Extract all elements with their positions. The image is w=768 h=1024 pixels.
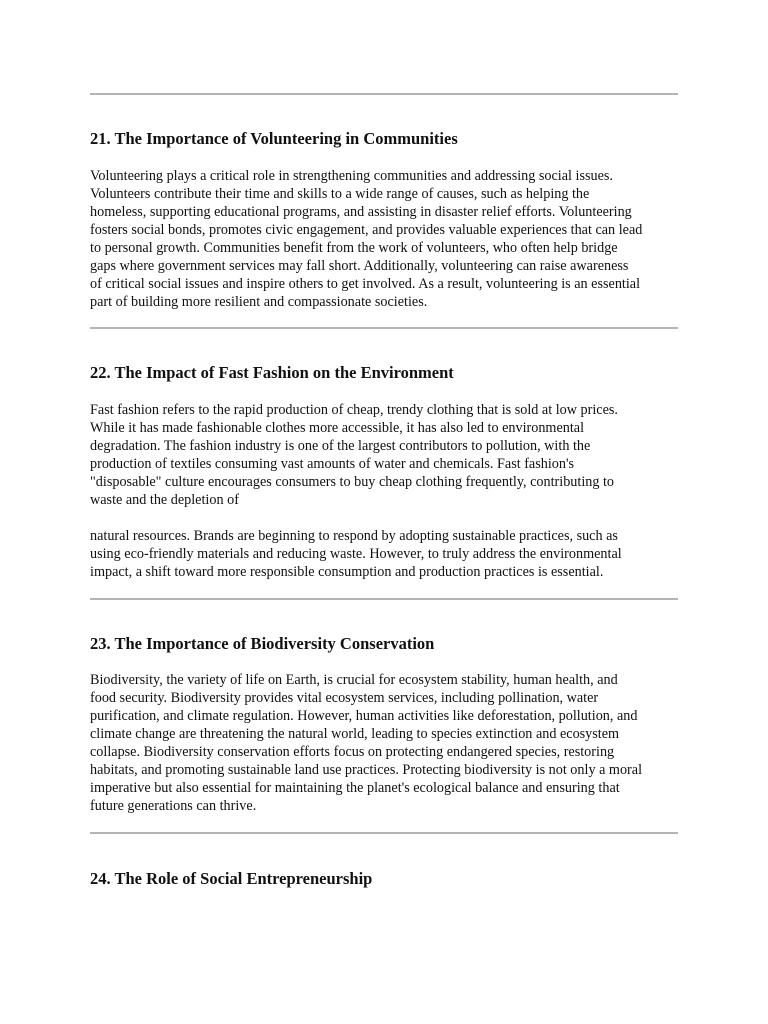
horizontal-rule [90, 598, 678, 600]
text-line: part of building more resilient and compassionate societies. [90, 294, 428, 310]
text-line: Volunteering plays a critical role in strengthening communities and addressing social issues. [90, 168, 613, 184]
text-line: While it has made fashionable clothes more accessible, it has also led to environmental [90, 420, 585, 436]
text-line: Fast fashion refers to the rapid production of cheap, trendy clothing that is sold at low prices. [90, 402, 618, 418]
text-line: gaps where government services may fall short. Additionally, volunteering can raise awareness [90, 258, 629, 274]
text-line: climate change are threatening the natural world, leading to species extinction and ecosystem [90, 726, 620, 742]
section-heading-23: 23. The Importance of Biodiversity Conservation [90, 634, 435, 653]
text-line: imperative but also essential for maintaining the planet's ecological balance and ensuring that [90, 780, 620, 796]
text-line: natural resources. Brands are beginning to respond by adopting sustainable practices, such as [90, 528, 618, 544]
text-line: fosters social bonds, promotes civic engagement, and provides valuable experiences that can lead [90, 222, 643, 238]
text-line: to personal growth. Communities benefit from the work of volunteers, who often help bridge [90, 240, 618, 256]
text-line: purification, and climate regulation. However, human activities like deforestation, pollution, and [90, 708, 638, 724]
text-line: production of textiles consuming vast amounts of water and chemicals. Fast fashion's [90, 456, 575, 472]
text-line: food security. Biodiversity provides vital ecosystem services, including pollination, water [90, 690, 599, 706]
text-line: waste and the depletion of [90, 492, 239, 508]
section-heading-24: 24. The Role of Social Entrepreneurship [90, 869, 373, 888]
text-line: "disposable" culture encourages consumers to buy cheap clothing frequently, contributing to [90, 474, 615, 490]
horizontal-rule [90, 93, 678, 95]
text-line: collapse. Biodiversity conservation efforts focus on protecting endangered species, restoring [90, 744, 615, 760]
section-heading-21: 21. The Importance of Volunteering in Communities [90, 129, 458, 148]
section-22-paragraph-2 [90, 527, 690, 581]
section-21-paragraph [90, 167, 690, 311]
text-line: degradation. The fashion industry is one of the largest contributors to pollution, with the [90, 438, 591, 454]
section-23-paragraph [90, 671, 690, 815]
section-heading-22: 22. The Impact of Fast Fashion on the Environment [90, 363, 454, 382]
text-line: of critical social issues and inspire others to get involved. As a result, volunteering is an essential [90, 276, 641, 292]
text-line: homeless, supporting educational programs, and assisting in disaster relief efforts. Volunteering [90, 204, 632, 220]
text-line: using eco-friendly materials and reducing waste. However, to truly address the environmental [90, 546, 622, 562]
text-line: Volunteers contribute their time and skills to a wide range of causes, such as helping the [90, 186, 590, 202]
horizontal-rule [90, 327, 678, 329]
text-line: Biodiversity, the variety of life on Earth, is crucial for ecosystem stability, human health, and [90, 672, 618, 688]
horizontal-rule [90, 832, 678, 834]
text-line: impact, a shift toward more responsible consumption and production practices is essential. [90, 564, 604, 580]
text-line: future generations can thrive. [90, 798, 257, 814]
text-line: habitats, and promoting sustainable land use practices. Protecting biodiversity is not only a moral [90, 762, 643, 778]
section-22-paragraph-1 [90, 401, 690, 509]
